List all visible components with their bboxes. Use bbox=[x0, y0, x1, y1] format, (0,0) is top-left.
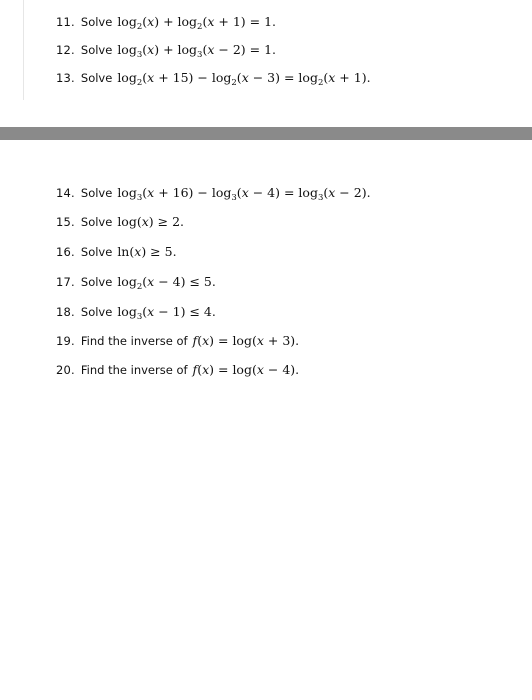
problem-instruction: Solve bbox=[80, 71, 113, 85]
problem-15 bbox=[56, 214, 184, 229]
problem-expression: log(x) ≥ 2. bbox=[117, 214, 185, 229]
problem-expression: $\log_3(x + 16) - \log_3(x - 4) = \log_3(x - 2)$. bbox=[117, 185, 371, 203]
problem-number: 11. bbox=[56, 15, 75, 29]
problem-17 bbox=[56, 274, 216, 292]
problem-number: 20. bbox=[56, 363, 75, 377]
problem-number: 15. bbox=[56, 215, 75, 229]
problem-20 bbox=[56, 362, 299, 377]
problem-19 bbox=[56, 333, 299, 348]
problem-expression: $\log_3(x) + \log_3(x - 2) = 1$. bbox=[117, 42, 277, 60]
problem-13 bbox=[56, 70, 371, 88]
problem-expression: $\log_2(x) + \log_2(x + 1) = 1$. bbox=[117, 14, 277, 32]
problem-expression: f(x) = log(x + 3). bbox=[192, 333, 300, 348]
problem-expression: f(x) = log(x − 4). bbox=[192, 362, 300, 377]
problem-12 bbox=[56, 42, 277, 60]
problem-16 bbox=[56, 244, 177, 259]
problem-expression: $\log_3(x - 1) \le 4$. bbox=[117, 304, 216, 322]
problem-expression: $\log_2(x - 4) \le 5$. bbox=[117, 274, 216, 292]
problem-number: 19. bbox=[56, 334, 75, 348]
problem-14 bbox=[56, 185, 371, 203]
problem-expression: ln(x) ≥ 5. bbox=[117, 244, 177, 259]
problem-number: 12. bbox=[56, 43, 75, 57]
problem-instruction: Find the inverse of bbox=[80, 334, 188, 348]
section-divider bbox=[0, 127, 532, 140]
problem-18 bbox=[56, 304, 216, 322]
problem-instruction: Solve bbox=[80, 215, 113, 229]
problem-number: 18. bbox=[56, 305, 75, 319]
problem-number: 16. bbox=[56, 245, 75, 259]
problem-instruction: Solve bbox=[80, 245, 113, 259]
page-edge-line bbox=[23, 0, 24, 100]
problem-instruction: Solve bbox=[80, 186, 113, 200]
problem-instruction: Solve bbox=[80, 15, 113, 29]
problem-instruction: Solve bbox=[80, 305, 113, 319]
problem-number: 14. bbox=[56, 186, 75, 200]
problem-number: 17. bbox=[56, 275, 75, 289]
problem-instruction: Solve bbox=[80, 43, 113, 57]
problem-11 bbox=[56, 14, 277, 32]
problem-number: 13. bbox=[56, 71, 75, 85]
problem-instruction: Find the inverse of bbox=[80, 363, 188, 377]
problem-instruction: Solve bbox=[80, 275, 113, 289]
problem-expression: $\log_2(x + 15) - \log_2(x - 3) = \log_2(x + 1)$. bbox=[117, 70, 371, 88]
